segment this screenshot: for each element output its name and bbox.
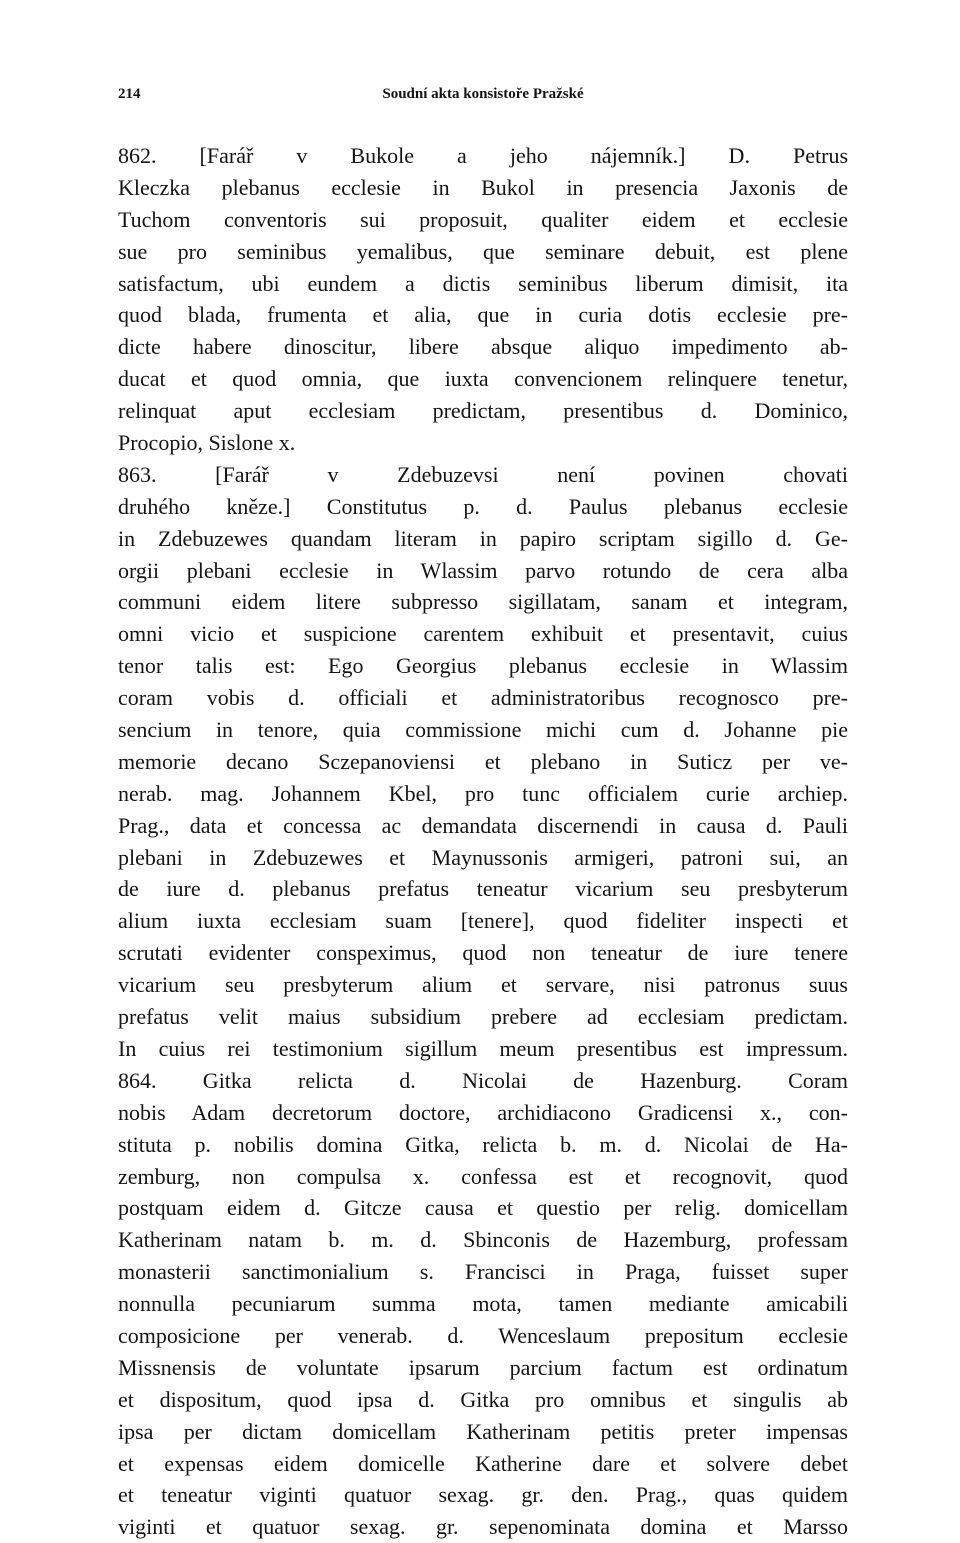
body-text — [118, 140, 848, 1543]
text-line: orgii plebani ecclesie in Wlassim parvo rotundo de cera alba — [118, 557, 848, 583]
text-line: Prag., data et concessa ac demandata discernendi in causa d. Pauli — [118, 812, 848, 838]
text-line: dicte habere dinoscitur, libere absque aliquo impedimento ab- — [118, 334, 848, 360]
text-line: omni vicio et suspicione carentem exhibuit et presentavit, cuius — [118, 621, 848, 647]
text-line: nerab. mag. Johannem Kbel, pro tunc officialem curie archiep. — [118, 780, 848, 806]
text-line: ipsa per dictam domicellam Katherinam petitis preter impensas — [118, 1418, 848, 1444]
text-line: composicione per venerab. d. Wenceslaum prepositum ecclesie — [118, 1322, 848, 1348]
text-line: scrutati evidenter conspeximus, quod non teneatur de iure tenere — [118, 940, 848, 966]
text-line: sue pro seminibus yemalibus, que seminare debuit, est plene — [118, 238, 848, 264]
text-line: coram vobis d. officiali et administratoribus recognosco pre- — [118, 685, 848, 711]
text-line: Procopio, Sislone x. — [118, 430, 296, 456]
text-line: 862. [Farář v Bukole a jeho nájemník.] D. Petrus — [118, 143, 848, 168]
text-line: in Zdebuzewes quandam literam in papiro scriptam sigillo d. Ge- — [118, 525, 848, 551]
text-line: 863. [Farář v Zdebuzevsi není povinen chovati — [118, 461, 848, 487]
text-line: zemburg, non compulsa x. confessa est et recognovit, quod — [118, 1163, 848, 1189]
text-line: nobis Adam decretorum doctore, archidiacono Gradicensi x., con- — [118, 1099, 848, 1125]
text-line: 864. Gitka relicta d. Nicolai de Hazenburg. Coram — [118, 1067, 848, 1093]
running-head — [118, 86, 848, 114]
text-line: vicarium seu presbyterum alium et servare, nisi patronus suus — [118, 972, 848, 998]
text-line: nonnulla pecuniarum summa mota, tamen mediante amicabili — [118, 1291, 848, 1317]
text-line: Kleczka plebanus ecclesie in Bukol in presencia Jaxonis de — [118, 174, 848, 200]
text-line: postquam eidem d. Gitcze causa et questio per relig. domicellam — [118, 1195, 848, 1221]
text-line: plebani in Zdebuzewes et Maynussonis armigeri, patroni sui, an — [118, 844, 848, 870]
text-line: quod blada, frumenta et alia, que in curia dotis ecclesie pre- — [118, 302, 848, 328]
text-line: et teneatur viginti quatuor sexag. gr. den. Prag., quas quidem — [118, 1482, 848, 1508]
text-line: stituta p. nobilis domina Gitka, relicta b. m. d. Nicolai de Ha- — [118, 1131, 848, 1157]
text-line: prefatus velit maius subsidium prebere ad ecclesiam predictam. — [118, 1004, 848, 1030]
text-line: In cuius rei testimonium sigillum meum presentibus est impressum. — [118, 1035, 848, 1061]
text-line: memorie decano Sczepanoviensi et plebano in Suticz per ve- — [118, 748, 848, 774]
text-line: druhého kněze.] Constitutus p. d. Paulus plebanus ecclesie — [118, 493, 848, 519]
text-line: alium iuxta ecclesiam suam [tenere], quod fideliter inspecti et — [118, 908, 848, 934]
text-line: communi eidem litere subpresso sigillatam, sanam et integram, — [118, 589, 848, 615]
page-number: 214 — [118, 86, 141, 102]
text-line: et dispositum, quod ipsa d. Gitka pro omnibus et singulis ab — [118, 1386, 848, 1412]
text-line: sencium in tenore, quia commissione michi cum d. Johanne pie — [118, 717, 848, 743]
text-line: Missnensis de voluntate ipsarum parcium factum est ordinatum — [118, 1354, 848, 1380]
text-line: monasterii sanctimonialium s. Francisci in Praga, fuisset super — [118, 1259, 848, 1285]
text-line: de iure d. plebanus prefatus teneatur vicarium seu presbyterum — [118, 876, 848, 902]
running-title: Soudní akta konsistoře Pražské — [382, 86, 584, 102]
text-line: satisfactum, ubi eundem a dictis seminibus liberum dimisit, ita — [118, 270, 848, 296]
text-line: Katherinam natam b. m. d. Sbinconis de Hazemburg, professam — [118, 1227, 848, 1253]
text-line: Tuchom conventoris sui proposuit, qualiter eidem et ecclesie — [118, 206, 848, 232]
text-line: viginti et quatuor sexag. gr. sepenominata domina et Marsso — [118, 1514, 848, 1540]
text-line: ducat et quod omnia, que iuxta convencionem relinquere tenetur, — [118, 366, 848, 392]
text-line: et expensas eidem domicelle Katherine dare et solvere debet — [118, 1450, 848, 1476]
text-line: relinquat aput ecclesiam predictam, presentibus d. Dominico, — [118, 398, 848, 424]
text-line: tenor talis est: Ego Georgius plebanus ecclesie in Wlassim — [118, 653, 848, 679]
